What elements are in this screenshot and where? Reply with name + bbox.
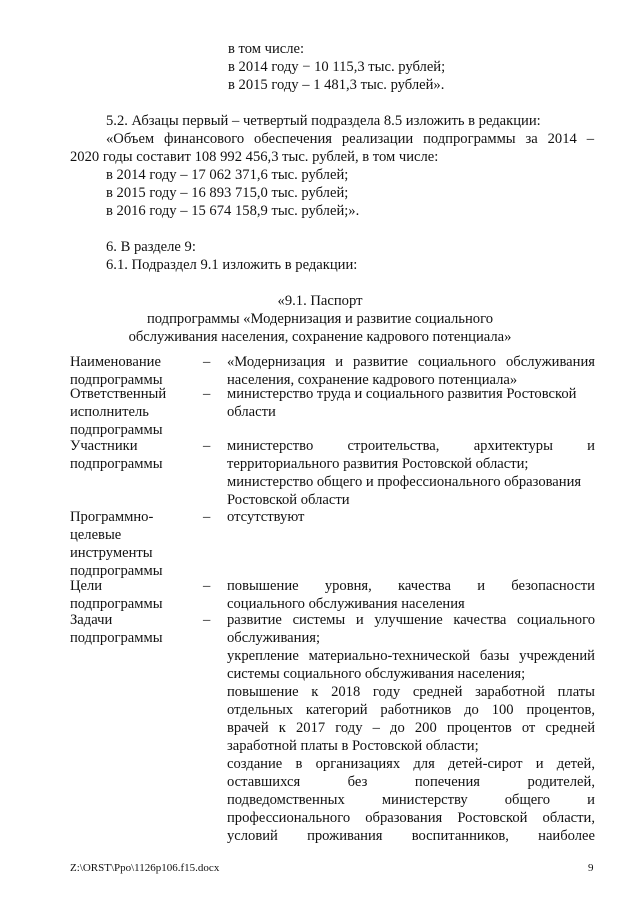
label-line: целевые — [70, 527, 122, 543]
label-line: Цели — [70, 578, 103, 594]
passport-row-label — [70, 437, 200, 473]
value-line: территориального развития Ростовской области; — [227, 456, 529, 472]
label-line: Задачи — [70, 612, 113, 628]
passport-row-label — [70, 577, 200, 613]
passport-title: «9.1. Паспорт — [277, 293, 363, 309]
passport-row-label — [70, 353, 200, 389]
value-line: Ростовской области — [227, 492, 350, 508]
value-line: подведомственных министерству общего и — [227, 792, 595, 808]
passport-row-value — [227, 353, 595, 389]
value-line: условий проживания воспитанников, наиболее — [227, 828, 595, 844]
dash-separator: – — [203, 438, 211, 454]
text-line: в том числе: — [228, 41, 305, 57]
passport-row-label — [70, 508, 200, 580]
value-line: врачей к 2017 году – до 200 процентов от средней — [227, 720, 595, 736]
dash-separator: – — [203, 612, 211, 628]
label-line: инструменты — [70, 545, 153, 561]
value-line: повышение уровня, качества и безопасности — [227, 578, 595, 594]
page-number: 9 — [588, 862, 594, 874]
label-line: подпрограммы — [70, 422, 163, 438]
passport-row-value — [227, 385, 595, 421]
label-line: Участники — [70, 438, 138, 454]
paragraph-heading: 5.2. Абзацы первый – четвертый подраздела 8.5 изложить в редакции: — [106, 113, 541, 129]
value-line: социального обслуживания населения — [227, 596, 465, 612]
label-line: подпрограммы — [70, 372, 163, 388]
value-line: области — [227, 404, 276, 420]
text-line: в 2015 году – 16 893 715,0 тыс. рублей; — [106, 185, 349, 201]
passport-row-value — [227, 577, 595, 613]
value-line: укрепление материально-технической базы учреждений — [227, 648, 595, 664]
value-line: отдельных категорий работников до 100 процентов, — [227, 702, 595, 718]
text-line: в 2014 году – 17 062 371,6 тыс. рублей; — [106, 167, 349, 183]
value-line: отсутствуют — [227, 509, 305, 525]
label-line: Ответственный — [70, 386, 167, 402]
text-line: в 2014 году − 10 115,3 тыс. рублей; — [228, 59, 446, 75]
value-line: заработной платы в Ростовской области; — [227, 738, 479, 754]
passport-row-value — [227, 508, 595, 526]
text-line: 6.1. Подраздел 9.1 изложить в редакции: — [106, 257, 358, 273]
label-line: Программно- — [70, 509, 154, 525]
value-line: оставшихся без попечения родителей, — [227, 774, 595, 790]
passport-subtitle: подпрограммы «Модернизация и развитие социального — [146, 311, 493, 327]
file-path-footer: Z:\ORST\Ppo\1126p106.f15.docx — [70, 862, 220, 874]
value-line: «Модернизация и развитие социального обслуживания — [227, 354, 595, 370]
value-line: министерство общего и профессионального образования — [227, 474, 582, 490]
label-line: подпрограммы — [70, 630, 163, 646]
value-line: развитие системы и улучшение качества социального — [227, 612, 595, 628]
label-line: исполнитель — [70, 404, 149, 420]
label-line: подпрограммы — [70, 596, 163, 612]
dash-separator: – — [203, 386, 211, 402]
value-line: системы социального обслуживания населения; — [227, 666, 526, 682]
value-line: повышение к 2018 году средней заработной платы — [227, 684, 595, 700]
passport-row-label — [70, 385, 200, 439]
value-line: населения, сохранение кадрового потенциала» — [227, 372, 518, 388]
label-line: Наименование — [70, 354, 161, 370]
passport-row-value — [227, 611, 595, 845]
label-line: подпрограммы — [70, 563, 163, 579]
dash-separator: – — [203, 509, 211, 525]
passport-row-value — [227, 437, 595, 509]
dash-separator: – — [203, 354, 211, 370]
value-line: профессионального образования Ростовской области, — [227, 810, 595, 826]
text-line: «Объем финансового обеспечения реализации подпрограммы за 2014 – — [106, 131, 594, 147]
label-line: подпрограммы — [70, 456, 163, 472]
value-line: создание в организациях для детей-сирот и детей, — [227, 756, 595, 772]
passport-row-label — [70, 611, 200, 647]
paragraph-heading: 6. В разделе 9: — [106, 239, 196, 255]
text-line: в 2015 году – 1 481,3 тыс. рублей». — [228, 77, 445, 93]
text-line: в 2016 году – 15 674 158,9 тыс. рублей;». — [106, 203, 360, 219]
passport-subtitle: обслуживания населения, сохранение кадрового потенциала» — [128, 329, 512, 345]
value-line: обслуживания; — [227, 630, 321, 646]
value-line: министерство строительства, архитектуры и — [227, 438, 595, 454]
value-line: министерство труда и социального развития Ростовской — [227, 386, 577, 402]
dash-separator: – — [203, 578, 211, 594]
text-line: 2020 годы составит 108 992 456,3 тыс. рублей, в том числе: — [70, 149, 439, 165]
